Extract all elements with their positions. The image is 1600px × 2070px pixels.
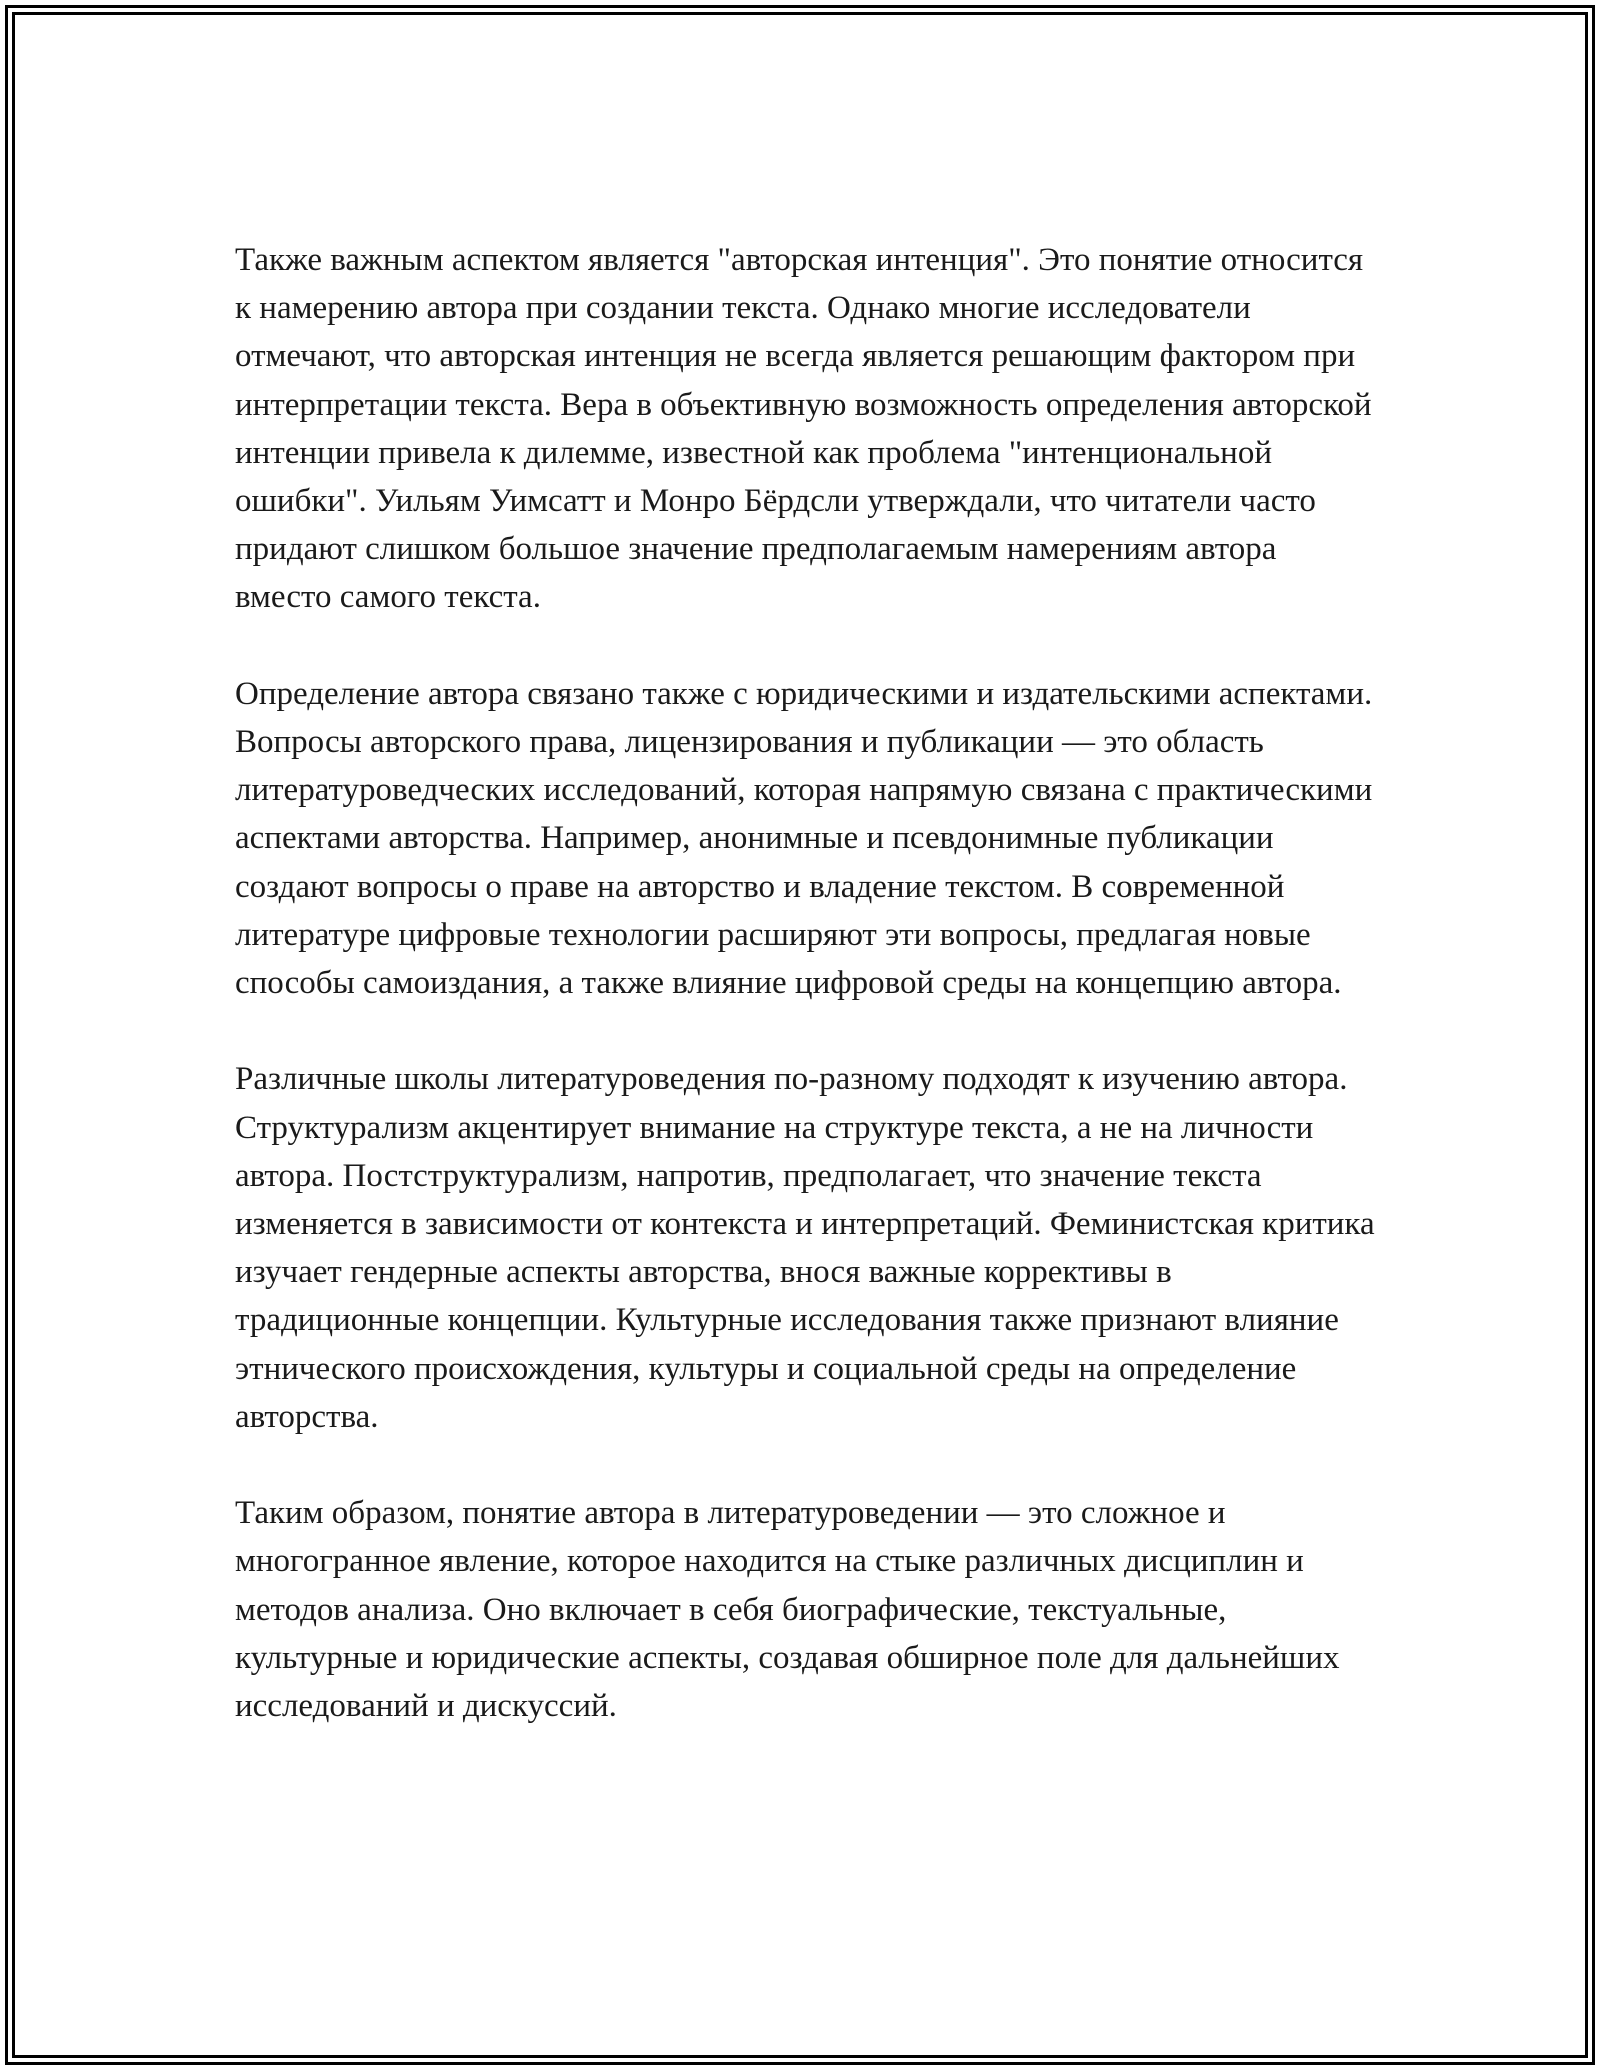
paragraph-literary-schools: Различные школы литературоведения по-разному подходят к изучению автора. Структурализм акцентирует внимание на структуре текста, а не на личности автора. Постструктурализм, напротив, предполагает, что значение текста изменяется в зависимости от контекста и интерпретаций. Феминистская критика изучает гендерные аспекты авторства, внося важные коррективы в традиционные концепции. Культурные исследования также признают влияние этнического происхождения, культуры и социальной среды на определение авторства. — [235, 1061, 1375, 1435]
paragraph-legal-aspects: Определение автора связано также с юридическими и издательскими аспектами. Вопросы авторского права, лицензирования и публикации — это область литературоведческих исследований, которая напрямую связана с практическими аспектами авторства. Например, анонимные и псевдонимные публикации создают вопросы о праве на авторство и владение текстом. В современной литературе цифровые технологии расширяют эти вопросы, предлагая новые способы самоиздания, а также влияние цифровой среды на концепцию автора. — [235, 675, 1373, 1002]
document-body — [235, 236, 1375, 1730]
paragraph-conclusion: Таким образом, понятие автора в литературоведении — это сложное и многогранное явление, которое находится на стыке различных дисциплин и методов анализа. Оно включает в себя биографические, текстуальные, культурные и юридические аспекты, создавая обширное поле для дальнейших исследований и дискуссий. — [235, 1495, 1340, 1725]
paragraph-authorial-intention: Также важным аспектом является "авторская интенция". Это понятие относится к намерению автора при создании текста. Однако многие исследователи отмечают, что авторская интенция не всегда является решающим фактором при интерпретации текста. Вера в объективную возможность определения авторской интенции привела к дилемме, известной как проблема "интенциональной ошибки". Уильям Уимсатт и Монро Бёрдсли утверждали, что читатели часто придают слишком большое значение предполагаемым намерениям автора вместо самого текста. — [235, 242, 1372, 616]
